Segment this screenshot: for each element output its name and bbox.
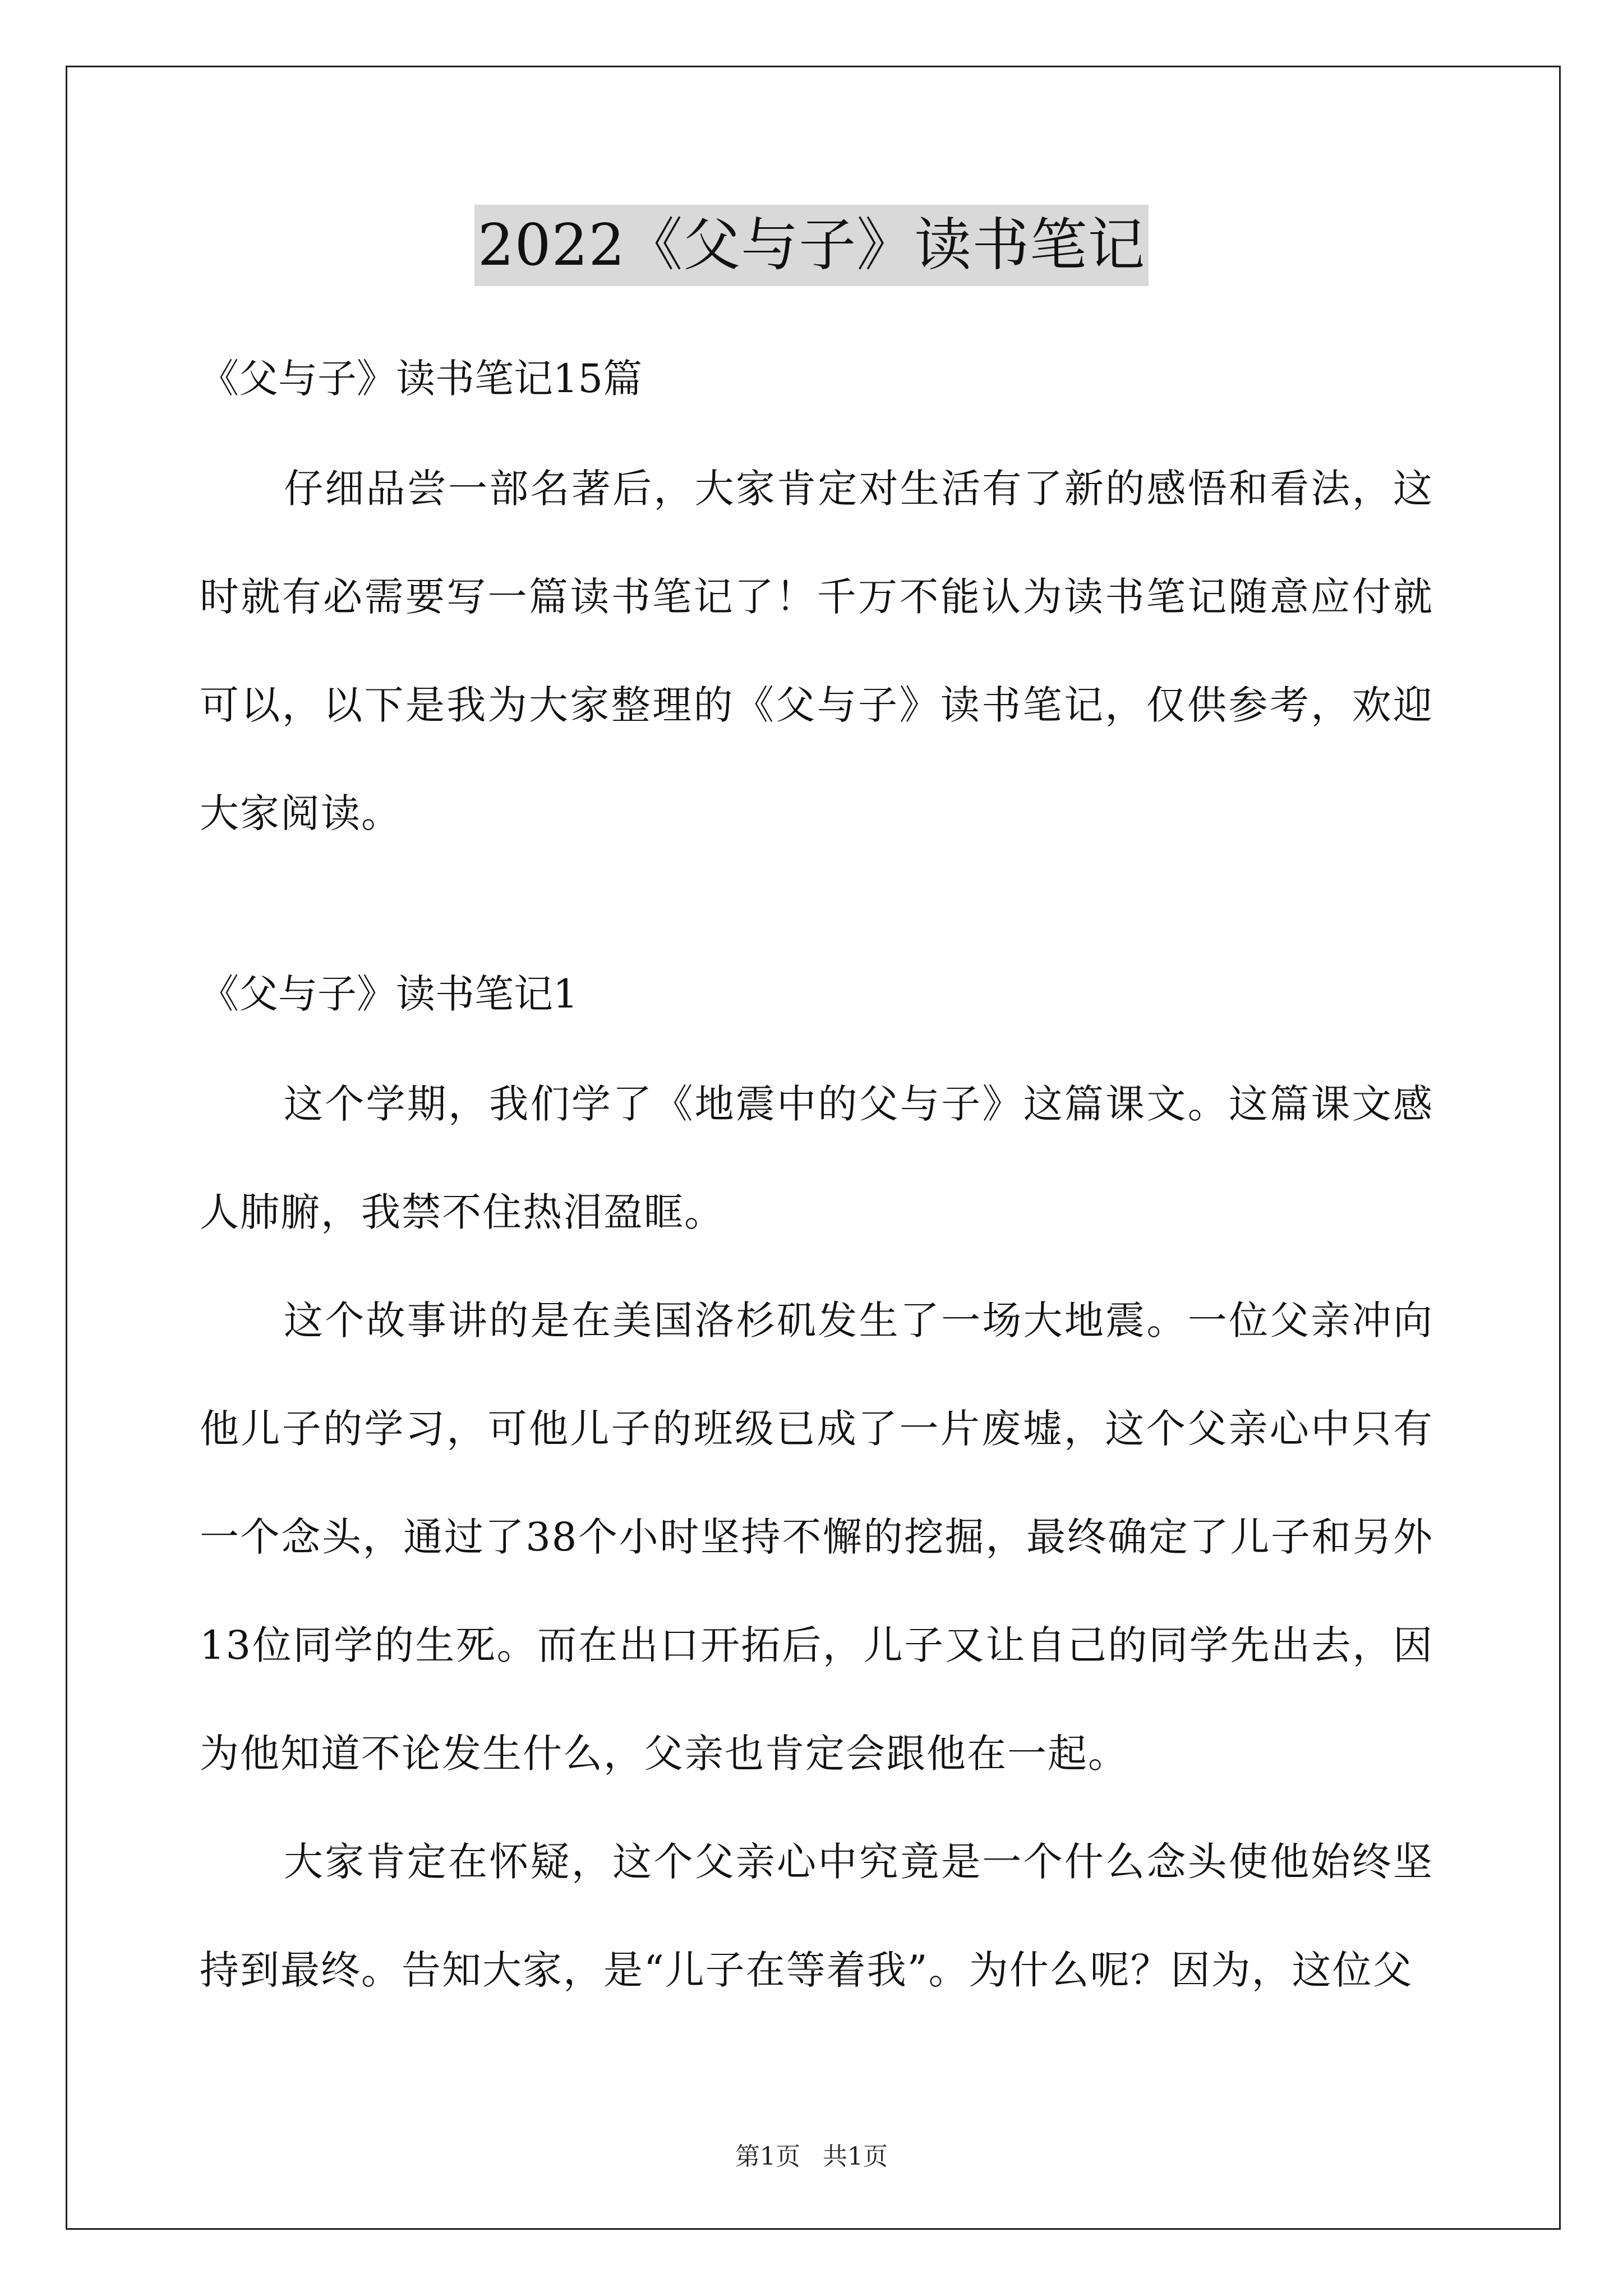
page-number-total: 共1页	[823, 2142, 888, 2171]
document-body	[200, 337, 1433, 2024]
document-title: 2022《父与子》读书笔记	[474, 205, 1149, 286]
page-number-current: 第1页	[735, 2142, 800, 2171]
body-paragraph-1: 这个学期，我们学了《地震中的父与子》这篇课文。这篇课文感人肺腑，我禁不住热泪盈眶。	[200, 1081, 1433, 1235]
intro-paragraph: 仔细品尝一部名著后，大家肯定对生活有了新的感悟和看法，这时就有必需要写一篇读书笔记了！千万不能认为读书笔记随意应付就可以，以下是我为大家整理的《父与子》读书笔记，仅供参考，欢迎大家阅读。	[200, 466, 1433, 836]
document-subtitle: 《父与子》读书笔记15篇	[200, 356, 643, 402]
body-paragraph-2: 这个故事讲的是在美国洛杉矶发生了一场大地震。一位父亲冲向他儿子的学习，可他儿子的班级已成了一片废墟，这个父亲心中只有一个念头，通过了38个小时坚持不懈的挖掘，最终确定了儿子和另外13位同学的生死。而在出口开拓后，儿子又让自己的同学先出去，因为他知道不论发生什么，父亲也肯定会跟他在一起。	[200, 1297, 1433, 1777]
section-gap	[200, 868, 1433, 952]
body-paragraph-3: 大家肯定在怀疑，这个父亲心中究竟是一个什么念头使他始终坚持到最终。告知大家，是“儿子在等着我”。为什么呢？因为，这位父	[200, 1839, 1433, 1993]
title-container	[0, 205, 1623, 286]
section-heading: 《父与子》读书笔记1	[200, 971, 578, 1017]
page-footer	[0, 2140, 1623, 2174]
